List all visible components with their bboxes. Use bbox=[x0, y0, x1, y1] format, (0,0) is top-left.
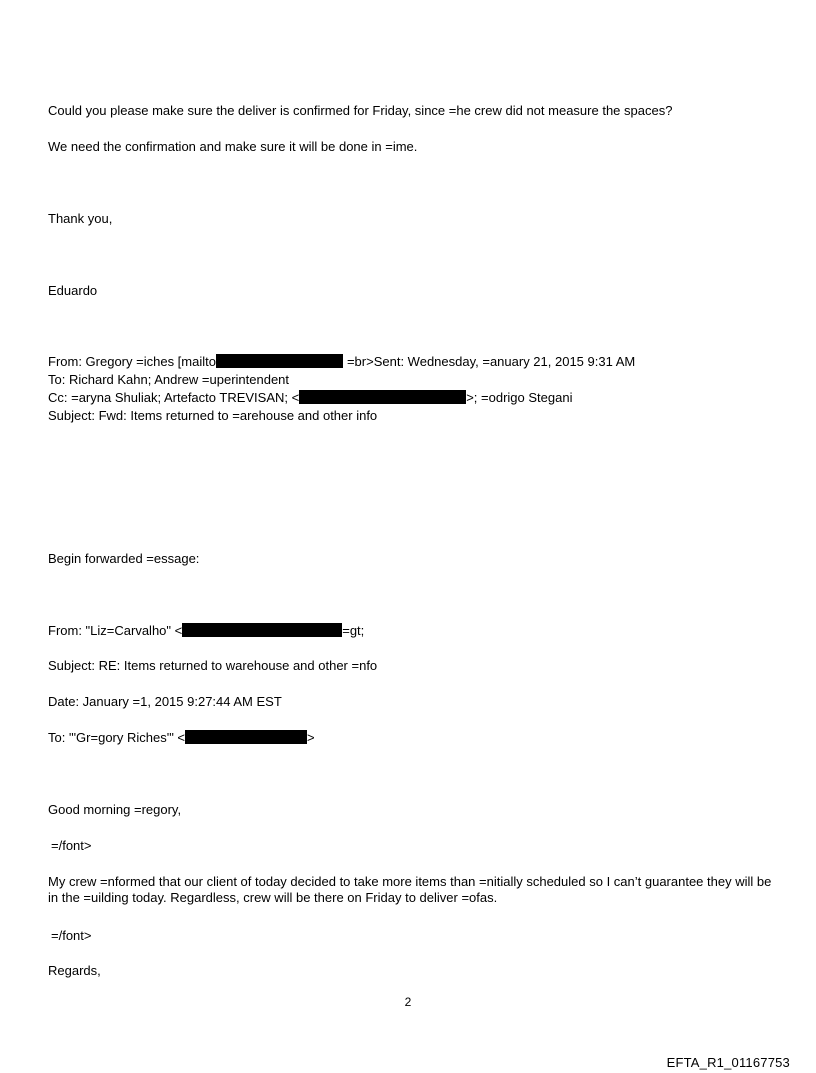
header-to-line: To: Richard Kahn; Andrew =uperintendent bbox=[48, 372, 290, 387]
body-line-1: Could you please make sure the deliver is confirmed for Friday, since =he crew did not measure the spaces? bbox=[48, 103, 673, 118]
forward-from-prefix: From: "Liz=Carvalho" < bbox=[48, 623, 183, 638]
redaction-block bbox=[182, 623, 342, 637]
message-paragraph: My crew =nformed that our client of today decided to take more items than =nitially scheduled so I can’t guarantee they will be in the =uilding today. Regardless, crew will be there on Friday to deliver =ofas. bbox=[48, 874, 772, 905]
page-number: 2 bbox=[404, 995, 412, 1009]
greeting-line: Good morning =regory, bbox=[48, 802, 182, 817]
header-subject-line: Subject: Fwd: Items returned to =arehouse and other info bbox=[48, 408, 378, 423]
forward-subject-line: Subject: RE: Items returned to warehouse and other =nfo bbox=[48, 658, 378, 673]
header-cc-suffix: >; =odrigo Stegani bbox=[466, 390, 573, 405]
header-from-line bbox=[48, 354, 635, 370]
thanks-line: Thank you, bbox=[48, 211, 113, 226]
redaction-block bbox=[185, 730, 307, 744]
header-from-suffix: =br>Sent: Wednesday, =anuary 21, 2015 9:31 AM bbox=[346, 354, 636, 369]
redaction-block bbox=[299, 390, 466, 404]
forward-to-prefix: To: "'Gr=gory Riches'" < bbox=[48, 730, 186, 745]
closing-line: Regards, bbox=[48, 963, 101, 978]
header-from-prefix: From: Gregory =iches [mailto bbox=[48, 354, 216, 369]
document-id-stamp: EFTA_R1_01167753 bbox=[666, 1055, 790, 1070]
font-tag-line-1: =/font> bbox=[51, 838, 92, 853]
body-line-2: We need the confirmation and make sure it will be done in =ime. bbox=[48, 139, 418, 154]
forward-to-line bbox=[48, 730, 315, 746]
redaction-block bbox=[216, 354, 343, 368]
header-cc-line bbox=[48, 390, 572, 406]
signature: Eduardo bbox=[48, 283, 98, 298]
forward-to-suffix: > bbox=[307, 730, 315, 745]
forward-date-line: Date: January =1, 2015 9:27:44 AM EST bbox=[48, 694, 282, 709]
forward-from-line bbox=[48, 623, 364, 639]
font-tag-line-2: =/font> bbox=[51, 928, 92, 943]
forward-from-suffix: =gt; bbox=[342, 623, 365, 638]
header-cc-prefix: Cc: =aryna Shuliak; Artefacto TREVISAN; < bbox=[48, 390, 300, 405]
forward-intro: Begin forwarded =essage: bbox=[48, 551, 200, 566]
